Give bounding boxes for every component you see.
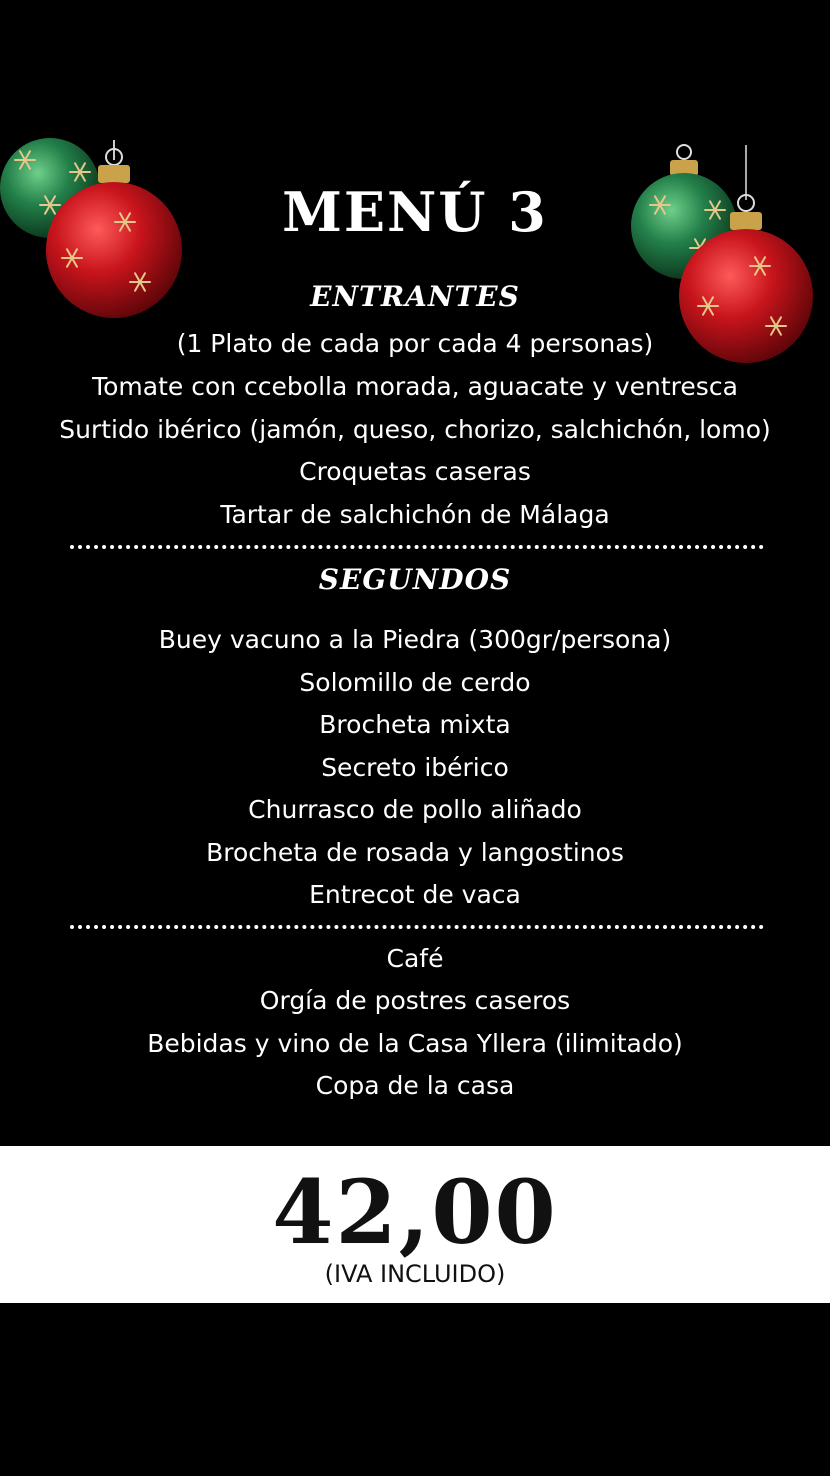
list-item: Entrecot de vaca — [309, 880, 521, 909]
list-item: Copa de la casa — [315, 1071, 515, 1100]
list-item: Churrasco de pollo aliñado — [248, 795, 582, 824]
list-item: Bebidas y vino de la Casa Yllera (ilimitado) — [147, 1029, 683, 1058]
list-item: Secreto ibérico — [321, 753, 509, 782]
list-item: Café — [386, 944, 444, 973]
price-amount: 42,00 — [272, 1160, 558, 1264]
list-item: Orgía de postres caseros — [259, 986, 571, 1015]
list-item: Surtido ibérico (jamón, queso, chorizo, salchichón, lomo) — [59, 415, 771, 444]
starters-heading: ENTRANTES — [310, 280, 520, 313]
list-item: Tomate con ccebolla morada, aguacate y ventresca — [92, 372, 738, 401]
menu-title: MENÚ 3 — [282, 180, 548, 244]
list-item: Croquetas caseras — [299, 457, 531, 486]
list-item: Tartar de salchichón de Málaga — [220, 500, 610, 529]
list-item: Buey vacuno a la Piedra (300gr/persona) — [158, 625, 672, 654]
list-item: Brocheta mixta — [319, 710, 511, 739]
list-item: Solomillo de cerdo — [299, 668, 531, 697]
dotted-divider — [70, 545, 764, 549]
tax-note: (IVA INCLUIDO) — [324, 1260, 506, 1288]
mains-heading: SEGUNDOS — [318, 563, 512, 596]
starters-note: (1 Plato de cada por cada 4 personas) — [176, 329, 654, 358]
list-item: Brocheta de rosada y langostinos — [206, 838, 624, 867]
dotted-divider — [70, 925, 764, 929]
